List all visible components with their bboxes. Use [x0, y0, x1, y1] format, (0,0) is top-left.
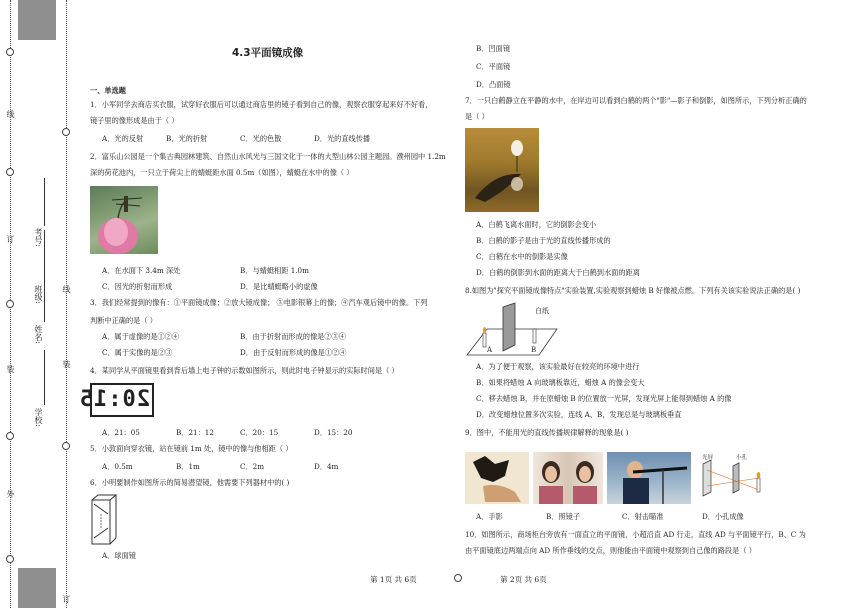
- q4-option-b: B．21：12: [176, 428, 214, 437]
- q2-option-c: C．因光的折射而形成: [102, 282, 173, 291]
- q8-stem: 8.如图为"探究平面镜成像特点"实验装置,实验观察到蜡烛 B 好像被点燃。下列有关该实验说法正确的是( ): [465, 286, 801, 295]
- q2-stem: 深的荷花池内，一只立于荷尖上的蜻蜓距水面 0.5m（如图），蜻蜓在水中的像（ ）: [90, 168, 354, 177]
- q3-option-d: D．由于反射而形成的像是①②④: [240, 348, 347, 357]
- binding-inner-mark: 装: [62, 360, 71, 368]
- q1-stem: 镜子里的像形成是由于（ ）: [90, 116, 179, 125]
- q5-option-b: B．1m: [176, 462, 200, 471]
- q5-option-a: A．0.5m: [102, 462, 133, 471]
- hand-shadow-photo: [465, 452, 529, 504]
- white-crane-photo: [465, 128, 539, 212]
- school-label: 学校:: [34, 408, 43, 427]
- binding-hole-icon: [6, 48, 14, 56]
- q1-option-d: D．光的直线传播: [314, 134, 371, 143]
- q1-stem: 1．小军同学去商店买衣服，试穿好衣服后可以通过商店里的镜子看到自己的像，观察衣服穿起来好不好看，: [90, 100, 433, 109]
- hand-shadow-icon: [465, 452, 529, 504]
- q3-stem: 3．我们经常提到的像有：①平面镜成像；②放大镜成像； ③电影银幕上的像；④汽车观后镜中的像。下列: [90, 298, 428, 307]
- binding-hole-icon: [62, 128, 70, 136]
- q4-option-d: D．15：20: [314, 428, 353, 437]
- q3-option-c: C．属于实像的是②③: [102, 348, 173, 357]
- q8-label-paper: 白纸: [535, 307, 549, 315]
- periscope-icon: [90, 494, 118, 546]
- q2-option-a: A．在水面下 3.4m 深处: [102, 266, 181, 275]
- school-underline: [44, 350, 45, 405]
- q1-option-b: B．光的折射: [166, 134, 208, 143]
- binding-gray-band-top: [18, 0, 56, 40]
- q10-stem: 10．如图所示，商场柜台旁放有一面直立的平面镜，小超沿直 AD 行走，直线 AD 与平面镜平行，B、C 为: [465, 530, 806, 539]
- q7-option-a: A．白鹤飞离水面时，它的倒影会变小: [476, 220, 597, 229]
- binding-inner-mark: 线: [62, 285, 71, 293]
- q4-stem: 4．某同学从平面镜里看到背后墙上电子钟的示数如图所示，则此时电子钟显示的实际时间是（ ）: [90, 366, 399, 375]
- q5-stem: 5．小敦面向穿衣镜，站在镜前 1m 处，镜中的像与他相距（ ）: [90, 444, 293, 453]
- binding-hole-icon: [6, 168, 14, 176]
- q6-option-c: C．平面镜: [476, 62, 511, 71]
- q9-option-b: B．照镜子: [546, 512, 581, 521]
- name-label: 姓名:: [34, 325, 43, 344]
- q7-stem: 7．一只白鹤静立在平静的水中，在岸边可以看到白鹤的两个"影"—影子和倒影，如图所示，下列分析正确的: [465, 96, 807, 105]
- dragonfly-lotus-photo: [90, 186, 158, 254]
- q10-stem: 由平面镜底边两端点向 AD 所作垂线的交点，则他能由平面镜中观察到自己像的路段是（ ）: [465, 546, 756, 555]
- q4-option-c: C．20：15: [240, 428, 279, 437]
- q9-option-d: D．小孔成像: [702, 512, 744, 521]
- q2-option-d: D．是比蜻蜓略小的虚像: [240, 282, 318, 291]
- page-center-hole-icon: [454, 574, 462, 582]
- left-page-footer: 第 1页 共 6页: [370, 575, 417, 584]
- q3-stem: 判断中正确的是（ ）: [90, 316, 157, 325]
- q6-option-a: A．球面镜: [102, 551, 136, 560]
- section-heading: 一、单选题: [90, 86, 126, 95]
- q5-option-c: C．2m: [240, 462, 265, 471]
- lotus-bud-icon: [90, 186, 158, 254]
- q9-label-hole: 小孔: [736, 455, 748, 461]
- page-title: 4.3平面镜成像: [232, 47, 304, 59]
- q1-option-a: A．光的反射: [102, 134, 144, 143]
- binding-inner-dotted-line: [66, 0, 67, 608]
- class-label: 班级:: [34, 285, 43, 304]
- binding-gray-band-bottom: [18, 568, 56, 608]
- mirror-girl-photo: [533, 452, 603, 504]
- class-underline: [44, 230, 45, 282]
- q8-option-c: C．移去蜡烛 B，并在原蜡烛 B 的位置放一光屏，发现光屏上能得到蜡烛 A 的像: [476, 394, 732, 403]
- binding-outer-mark: 订: [6, 235, 15, 243]
- q2-stem: 2．富乐山公园是一个集古典园林建筑、自然山水风光与三国文化于一体的大型山林公园主题园。濮州园中 1.2m: [90, 152, 446, 161]
- q8-option-d: D．改变蜡烛位置多次实验，连线 A、B，发现总是与玻璃板垂直: [476, 410, 682, 419]
- q5-option-d: D．4m: [314, 462, 339, 471]
- exam-no-label: 考号:: [34, 228, 43, 247]
- q6-stem: 6．小明要制作如图所示的简易潜望镜，他需要下列器材中的( ): [90, 478, 290, 487]
- q4-option-a: A．21：05: [102, 428, 140, 437]
- q7-option-b: B．白鹤的影子是由于光的直线传播形成的: [476, 236, 611, 245]
- binding-inner-mark: 订: [62, 595, 71, 603]
- crane-icon: [465, 128, 539, 212]
- q6-option-b: B．凹面镜: [476, 44, 511, 53]
- binding-outer-mark: 外: [6, 490, 15, 498]
- clock-digits: 20:15: [78, 387, 150, 412]
- pinhole-diagram: [697, 456, 769, 500]
- q9-option-c: C．射击瞄准: [622, 512, 664, 521]
- q1-option-c: C．光的色散: [240, 134, 282, 143]
- girl-icon: [533, 452, 603, 504]
- right-page-footer: 第 2页 共 6页: [500, 575, 547, 584]
- periscope-diagram: [90, 494, 118, 546]
- q9-label-screen: 光屏: [702, 455, 714, 461]
- q3-option-a: A．属于虚像的是①②④: [102, 332, 180, 341]
- q6-option-d: D．凸面镜: [476, 80, 511, 89]
- binding-hole-icon: [6, 300, 14, 308]
- exam-no-underline: [44, 178, 45, 226]
- q2-option-b: B．与蜻蜓相距 1.0m: [240, 266, 309, 275]
- binding-outer-mark: 装: [6, 365, 15, 373]
- q8-option-b: B．如果将蜡烛 A 向玻璃板靠近，蜡烛 A 的像会变大: [476, 378, 645, 387]
- binding-hole-icon: [6, 555, 14, 563]
- shooting-aim-photo: [607, 452, 691, 504]
- q3-option-b: B．由于折射而形成的像是②③④: [240, 332, 346, 341]
- rifle-shooter-icon: [607, 452, 691, 504]
- binding-hole-icon: [62, 442, 70, 450]
- pinhole-camera-icon: [697, 456, 769, 500]
- q8-option-a: A．为了便于观察，该实验最好在较亮的环境中进行: [476, 362, 640, 371]
- binding-outer-mark: 线: [6, 110, 15, 118]
- mirrored-clock-display: [78, 383, 154, 417]
- q9-stem: 9．图中，不能用光的直线传播规律解释的现象是( ): [465, 428, 629, 437]
- binding-hole-icon: [6, 432, 14, 440]
- q8-label-b: B: [531, 346, 537, 354]
- q8-label-a: A: [487, 346, 493, 354]
- q9-option-a: A．手影: [476, 512, 503, 521]
- q7-option-c: C．白鹤在水中的倒影是实像: [476, 252, 568, 261]
- q7-stem: 是（ ）: [465, 112, 489, 121]
- q7-option-d: D．白鹤的倒影到水面的距离大于白鹤到水面的距离: [476, 268, 640, 277]
